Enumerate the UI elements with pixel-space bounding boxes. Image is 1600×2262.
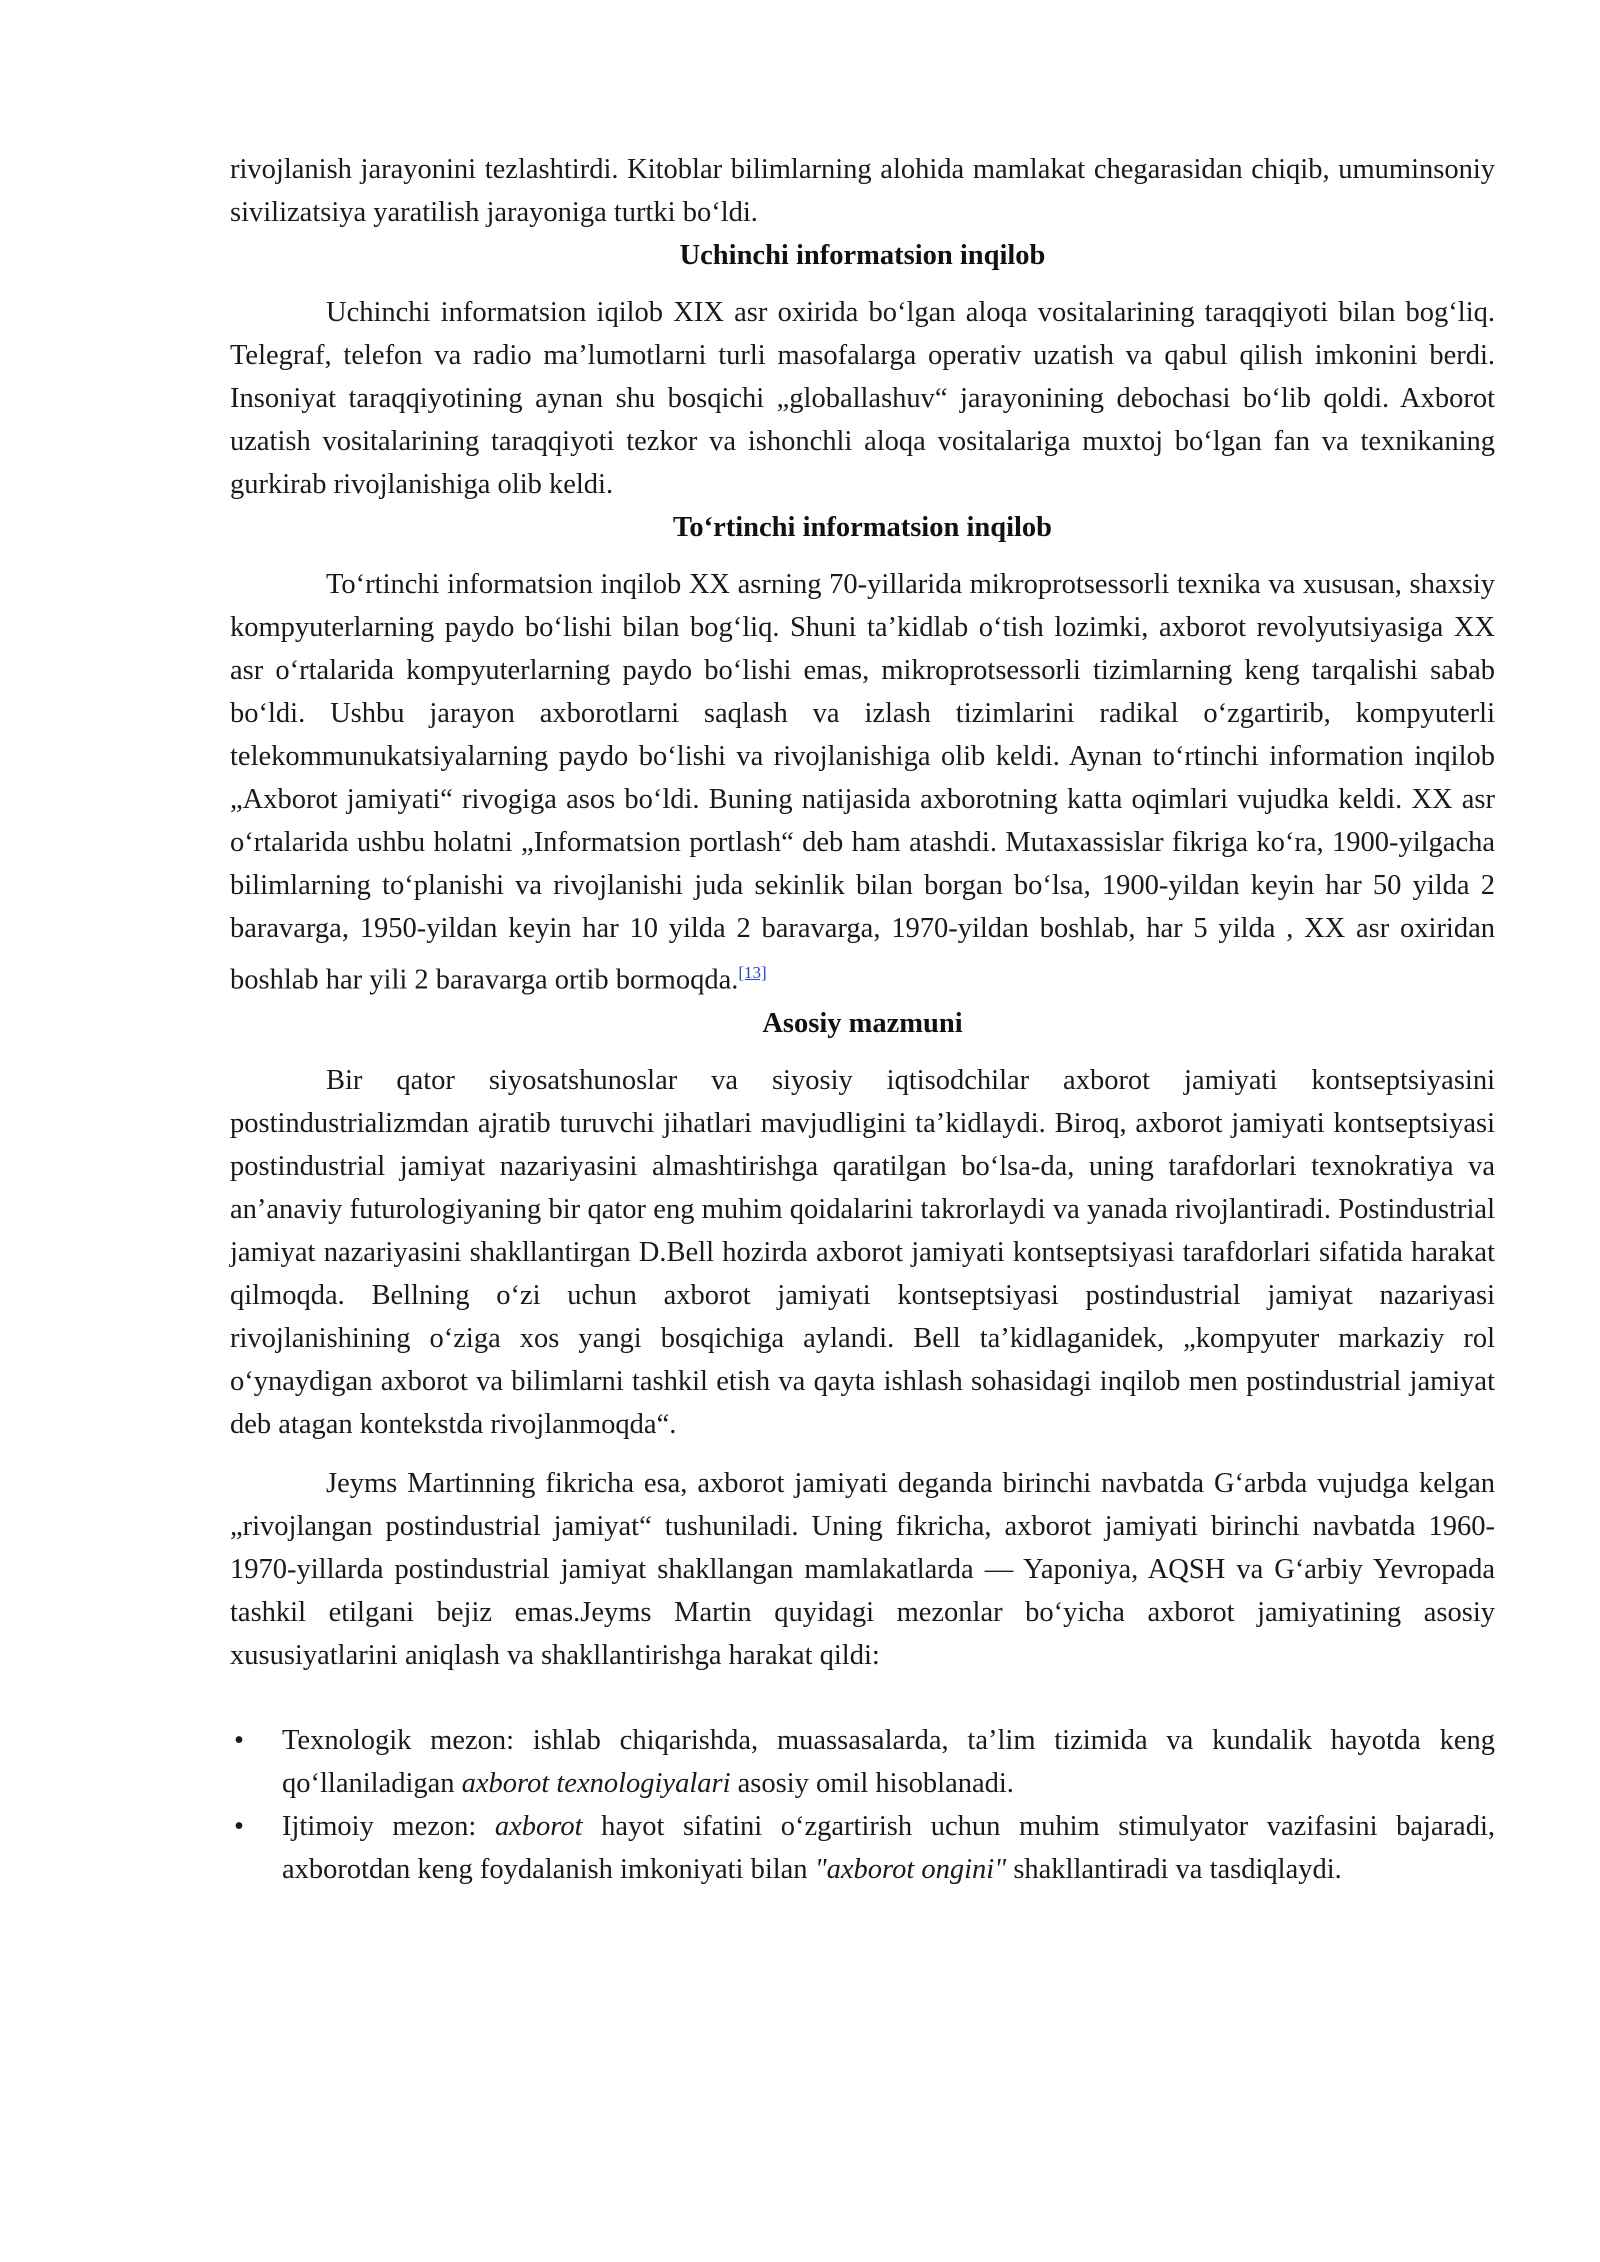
- list-item-text: Ijtimoiy mezon:: [282, 1810, 495, 1842]
- fourth-revolution-text: To‘rtinchi informatsion inqilob XX asrning 70-yillarida mikroprotsessorli texnika va xususan, shaxsiy kompyuterlarning paydo bo‘lishi bilan bog‘liq. Shuni ta’kidlab o‘tish lozimki, axborot revolyutsiyasiga XX asr o‘rtalarida kompyuterlarning paydo bo‘lishi emas, mikroprotsessorli tizimlarning keng tarqalishi sabab bo‘ldi. Ushbu jarayon axborotlarni saqlash va izlash tizimlarini radikal o‘zgartirib, kompyuterli telekommunukatsiyalarning paydo bo‘lishi va rivojlanishiga olib keldi. Aynan to‘rtinchi information inqilob „Axborot jamiyati“ rivogiga asos bo‘ldi. Buning natijasida axborotning katta oqimlari vujudka keldi. XX asr o‘rtalarida ushbu holatni „Informatsion portlash“ deb ham atashdi. Mutaxassislar fikriga ko‘ra, 1900-yilgacha bilimlarning to‘planishi va rivojlanishi juda sekinlik bilan borgan bo‘lsa, 1900-yildan keyin har 50 yilda 2 baravarga, 1950-yildan keyin har 10 yilda 2 baravarga, 1970-yildan boshlab, har 5 yilda , XX asr oxiridan boshlab har yili 2 baravarga ortib bormoqda.: [230, 569, 1495, 996]
- criteria-list: [230, 1719, 1495, 1891]
- list-item-text: asosiy omil hisoblanadi.: [730, 1767, 1014, 1799]
- fourth-revolution-paragraph: [230, 563, 1495, 1002]
- main-content-paragraph-1: Bir qator siyosatshunoslar va siyosiy iqtisodchilar axborot jamiyati kontseptsiyasini postindustrializmdan ajratib turuvchi jihatlari mavjudligini ta’kidlaydi. Biroq, axborot jamiyati kontseptsiyasi postindustrial jamiyat nazariyasini almashtirishga qaratilgan bo‘lsa-da, uning tarafdorlari texnokratiya va an’anaviy futurologiyaning bir qator eng muhim qoidalarini takrorlaydi va yanada rivojlantiradi. Postindustrial jamiyat nazariyasini shakllantirgan D.Bell hozirda axborot jamiyati kontseptsiyasi tarafdorlari sifatida harakat qilmoqda. Bellning o‘zi uchun axborot jamiyati kontseptsiyasi postindustrial jamiyat nazariyasi rivojlanishining o‘ziga xos yangi bosqichiga aylandi. Bell ta’kidlaganidek, „kompyuter markaziy rol o‘ynaydigan axborot va bilimlarni tashkil etish va qayta ishlash sohasidagi inqilob men postindustrial jamiyat deb atagan kontekstda rivojlanmoqda“.: [230, 1064, 1495, 1440]
- main-content-paragraph-2: Jeyms Martinning fikricha esa, axborot jamiyati deganda birinchi navbatda G‘arbda vujudga kelgan „rivojlangan postindustrial jamiyat“ tushuniladi. Uning fikricha, axborot jamiyati birinchi navbatda 1960-1970-yillarda postindustrial jamiyat shakllangan mamlakatlarda — Yaponiya, AQSH va G‘arbiy Yevropada tashkil etilgani bejiz emas.Jeyms Martin quyidagi mezonlar bo‘yicha axborot jamiyatining asosiy xususiyatlarini aniqlash va shakllantirishga harakat qildi:: [230, 1467, 1495, 1671]
- section-heading-third-revolution: Uchinchi informatsion inqilob: [679, 240, 1046, 271]
- list-item-text: Texnologik mezon: ishlab chiqarishda, muassasalarda, ta’lim tizimida va kundalik hayotda keng qo‘llaniladigan: [282, 1724, 1495, 1799]
- section-heading-fourth-revolution: To‘rtinchi informatsion inqilob: [672, 512, 1053, 543]
- list-item-italic: axborot: [494, 1810, 583, 1842]
- bullet-icon: •: [234, 1810, 244, 1842]
- bullet-icon: •: [234, 1724, 244, 1756]
- list-item-italic: axborot texnologiyalari: [461, 1767, 731, 1799]
- intro-paragraph: rivojlanish jarayonini tezlashtirdi. Kitoblar bilimlarning alohida mamlakat chegarasidan chiqib, umuminsoniy sivilizatsiya yaratilish jarayoniga turtki bo‘ldi.: [230, 154, 1495, 228]
- document-page: [230, 148, 1495, 1891]
- list-item: [230, 1805, 1495, 1891]
- footnote-link[interactable]: [13]: [738, 963, 767, 982]
- list-item-italic: "axborot ongini": [814, 1853, 1007, 1885]
- third-revolution-paragraph: Uchinchi informatsion iqilob XIX asr oxirida bo‘lgan aloqa vositalarining taraqqiyoti bilan bog‘liq. Telegraf, telefon va radio ma’lumotlarni turli masofalarga operativ uzatish va qabul qilish imkonini berdi. Insoniyat taraqqiyotining aynan shu bosqichi „globallashuv“ jarayonining debochasi bo‘lib qoldi. Axborot uzatish vositalarining taraqqiyoti tezkor va ishonchli aloqa vositalariga muxtoj bo‘lgan fan va texnikaning gurkirab rivojlanishiga olib keldi.: [230, 297, 1495, 500]
- section-heading-main-content: Asosiy mazmuni: [762, 1007, 963, 1039]
- list-item-text: hayot sifatini o‘zgartirish uchun muhim stimulyator vazifasini bajaradi, axborotdan keng foydalanish imkoniyati bilan: [282, 1810, 1495, 1885]
- list-item: [230, 1719, 1495, 1805]
- list-item-text: shakllantiradi va tasdiqlaydi.: [1006, 1853, 1342, 1885]
